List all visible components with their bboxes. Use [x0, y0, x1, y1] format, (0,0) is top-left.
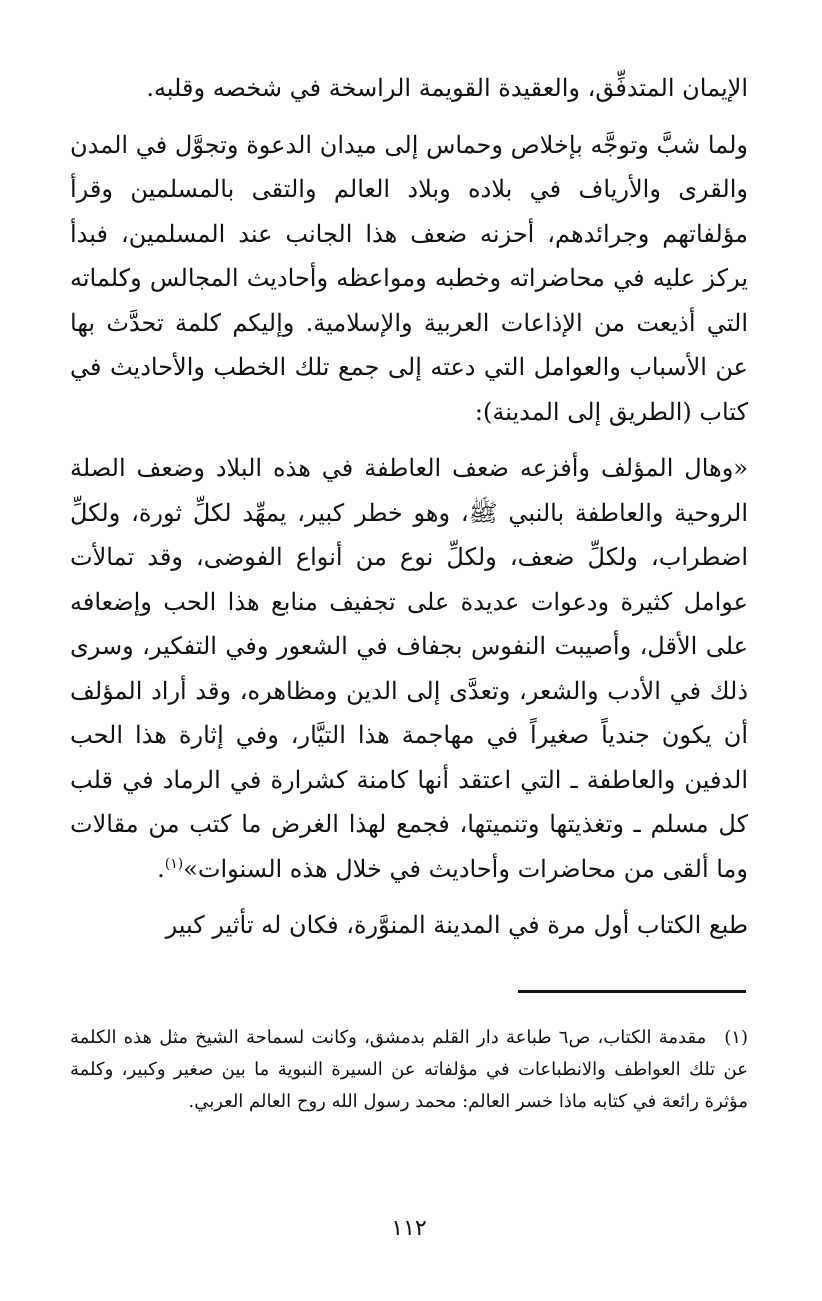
page-content — [70, 66, 748, 1301]
footnote-1 — [70, 1022, 748, 1118]
footnote-text: مقدمة الكتاب، ص٦ طباعة دار القلم بدمشق، وكانت لسماحة الشيخ مثل هذه الكلمة عن تلك العواطف والانطباعات في مؤلفاته عن السيرة النبوية ما بين صغير وكبير، وكلمة مؤثرة رائعة في كتابه ماذا خسر العالم: محمد رسول الله روح العالم العربي. — [70, 1027, 748, 1112]
paragraph-4: طبع الكتاب أول مرة في المدينة المنوَّرة، فكان له تأثير كبير — [165, 911, 748, 939]
footnote-reference: (١) — [164, 855, 184, 872]
quote-end-period: . — [157, 854, 165, 883]
page-number: ١١٢ — [391, 1216, 427, 1241]
quote-text: «وهال المؤلف وأفزعه ضعف العاطفة في هذه البلاد وضعف الصلة الروحية والعاطفة بالنبي ﷺ، وهو خطر كبير، يمهِّد لكلِّ ثورة، ولكلِّ اضطراب، ولكلِّ ضعف، ولكلِّ نوع من أنواع الفوضى، وقد تمالأت عوامل كثيرة ودعوات عديدة على تجفيف منابع هذا الحب وإضعافه على الأقل، وأصيبت النفوس بجفاف في الشعور وفي التفكير، وسرى ذلك في الأدب والشعر، وتعدَّى إلى الدين ومظاهره، وقد أراد المؤلف أن يكون جندياً صغيراً في مهاجمة هذا التيَّار، وفي إثارة هذا الحب الدفين والعاطفة ـ التي اعتقد أنها كامنة كشرارة في الرماد في قلب كل مسلم ـ وتغذيتها وتنميتها، فجمع لهذا الغرض ما كتب من مقالات وما ألقى من محاضرات وأحاديث في خلال هذه السنوات» — [70, 454, 748, 883]
paragraph-3-quote — [70, 446, 748, 891]
paragraph-2: ولما شبَّ وتوجَّه بإخلاص وحماس إلى ميدان الدعوة وتجوَّل في المدن والقرى والأرياف في بلاده وبلاد العالم والتقى بالمسلمين وقرأ مؤلفاتهم وجرائدهم، أحزنه ضعف هذا الجانب عند المسلمين، فبدأ يركز عليه في محاضراته وخطبه ومواعظه وأحاديث المجالس وكلماته التي أذيعت من الإذاعات العربية والإسلامية. وإليكم كلمة تحدَّث بها عن الأسباب والعوامل التي دعته إلى جمع تلك الخطب والأحاديث في كتاب (الطريق إلى المدينة): — [70, 130, 748, 426]
footnote-separator — [518, 990, 746, 993]
footnotes — [70, 1022, 748, 1118]
footnote-number: (١) — [724, 1027, 748, 1048]
paragraph-1: الإيمان المتدفِّق، والعقيدة القويمة الراسخة في شخصه وقلبه. — [146, 74, 748, 102]
